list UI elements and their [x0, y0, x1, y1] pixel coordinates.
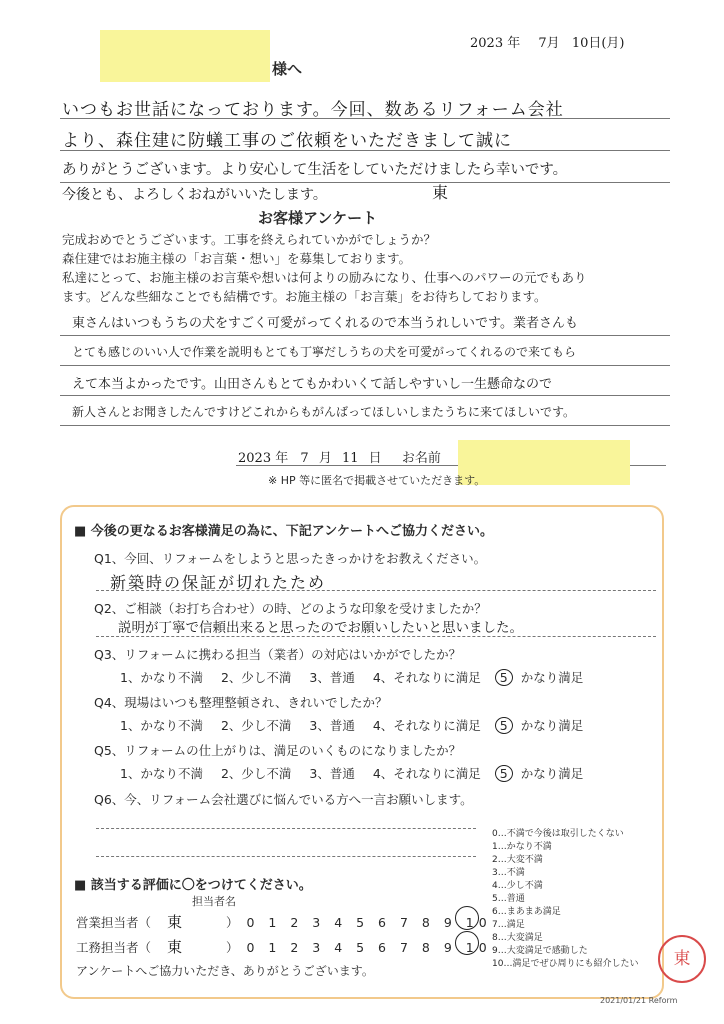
q4-options: [120, 716, 583, 734]
works-name: 東: [167, 938, 183, 956]
date-month: 7月: [538, 36, 560, 51]
q3-opt-4[interactable]: 4、それなりに満足: [372, 670, 481, 685]
recipient-name-redaction: [100, 30, 270, 82]
name-label: お名前: [401, 451, 441, 466]
q2-answer: 説明が丁寧で信頼出来ると思ったのでお願いしたいと思いました。: [118, 620, 523, 636]
works-label: 工務担当者（: [76, 940, 152, 955]
q3-options: [120, 668, 583, 686]
comment-rule: [60, 395, 670, 396]
q3-text: Q3、リフォームに携わる担当（業者）の対応はいかがでしたか？: [94, 647, 462, 662]
sign-date: [238, 447, 441, 466]
works-row: [76, 936, 492, 957]
intro-line: 完成おめでとうございます。工事を終えられていかがでしょうか？: [62, 232, 437, 247]
comment-rule: [60, 335, 670, 336]
legend-item: 5…普通: [492, 894, 525, 904]
q1-answer: 新築時の保証が切れたため: [110, 573, 327, 592]
letter-line-1: いつもお世話になっております。今回、数あるリフォーム会社: [62, 100, 564, 120]
letter-line-4: 今後とも、よろしくおねがいいたします。: [62, 187, 327, 203]
letter-signature: 東: [432, 183, 449, 202]
q3-opt-1[interactable]: 1、かなり不満: [120, 670, 203, 685]
q4-opt-4[interactable]: 4、それなりに満足: [372, 718, 481, 733]
legend-item: 6…まあまあ満足: [492, 907, 561, 917]
survey-title: お客様アンケート: [258, 209, 378, 227]
comment-line-3: えて本当よかったです。山田さんもとてもかわいくて話しやすいし一生懸命なので: [72, 377, 552, 392]
q2-text: Q2、ご相談（お打ち合わせ）の時、どのような印象を受けましたか？: [94, 601, 487, 616]
q6-rule[interactable]: [96, 856, 476, 857]
sign-day-unit: 日: [368, 451, 382, 466]
works-close: ）: [226, 940, 239, 955]
q1-text: Q1、今回、リフォームをしようと思ったきっかけをお教えください。: [94, 551, 487, 566]
q2-rule: [96, 636, 656, 637]
q5-opt-3[interactable]: 3、普通: [309, 766, 355, 781]
legend-item: 10…満足でぜひ周りにも紹介したい: [492, 959, 639, 969]
sign-year-unit: 年: [275, 451, 289, 466]
comment-line-1: 東さんはいつもうちの犬をすごく可愛がってくれるので本当うれしいです。業者さんも: [72, 316, 578, 331]
q1-rule: [96, 590, 656, 591]
sales-score-circle: [455, 906, 479, 930]
seal-stamp: 東: [658, 935, 706, 983]
q4-opt-2[interactable]: 2、少し不満: [220, 718, 292, 733]
sales-row: [76, 911, 492, 932]
questionnaire-header: ■ 今後の更なるお客様満足の為に、下記アンケートへご協力ください。: [74, 524, 494, 539]
q3-opt-2[interactable]: 2、少し不満: [220, 670, 292, 685]
intro-line: 森住建ではお施主様の「お言葉・想い」を募集しております。: [62, 251, 412, 266]
staff-label: 担当者名: [192, 895, 236, 908]
q4-text: Q4、現場はいつも整理整頓され、きれいでしたか？: [94, 695, 388, 710]
sales-label: 営業担当者（: [76, 915, 152, 930]
score-legend: [492, 828, 638, 971]
rating-header: ■ 該当する評価に〇をつけてください。: [74, 878, 312, 893]
legend-item: 7…満足: [492, 920, 525, 930]
legend-item: 8…大変満足: [492, 933, 543, 943]
works-score-circle: [455, 931, 479, 955]
comment-rule: [60, 365, 670, 366]
q3-opt-3[interactable]: 3、普通: [309, 670, 355, 685]
letter-line-2: より、森住建に防蟻工事のご依頼をいただきまして誠に: [62, 131, 512, 151]
comment-line-2: とても感じのいい人で作業を説明もとても丁寧だしうちの犬を可愛がってくれるので来てもら: [72, 345, 577, 359]
legend-item: 1…かなり不満: [492, 842, 552, 852]
legend-item: 0…不満で今後は取引したくない: [492, 829, 624, 839]
q5-text: Q5、リフォームの仕上がりは、満足のいくものになりましたか？: [94, 743, 462, 758]
q6-text: Q6、今、リフォーム会社選びに悩んでいる方へ一言お願いします。: [94, 792, 473, 807]
legend-item: 3…不満: [492, 868, 525, 878]
letter-line-3: ありがとうございます。より安心して生活をしていただけましたら幸いです。: [62, 162, 568, 178]
intro-line: 私達にとって、お施主様のお言葉や想いは何よりの励みになり、仕事へのパワーの元でもあり: [62, 270, 587, 285]
q4-opt-3[interactable]: 3、普通: [309, 718, 355, 733]
legend-item: 2…大変不満: [492, 855, 543, 865]
q5-opt-2[interactable]: 2、少し不満: [220, 766, 292, 781]
q5-opt-1[interactable]: 1、かなり不満: [120, 766, 203, 781]
q5-opt-5-selected[interactable]: 5: [495, 765, 513, 782]
survey-intro: [62, 230, 587, 306]
legend-item: 4…少し不満: [492, 881, 543, 891]
date-day: 10日(月): [571, 36, 625, 51]
q3-opt-5-selected[interactable]: 5: [495, 669, 513, 686]
sign-day: 11: [341, 451, 359, 466]
hp-note: ※ HP 等に匿名で掲載させていただきます。: [268, 474, 486, 487]
date-year-unit: 年: [507, 36, 521, 51]
doc-code: 2021/01/21 Reform: [600, 996, 678, 1005]
sales-scale[interactable]: 0 1 2 3 4 5 6 7 8 9 10: [246, 915, 492, 930]
sales-name: 東: [167, 913, 183, 931]
sales-close: ）: [226, 915, 239, 930]
works-scale[interactable]: 0 1 2 3 4 5 6 7 8 9 10: [246, 940, 492, 955]
sign-month-unit: 月: [318, 451, 332, 466]
letter-rule: [60, 182, 670, 183]
intro-line: ます。どんな些細なことでも結構です。お施主様の「お言葉」をお待ちしております。: [62, 289, 547, 304]
thanks-text: アンケートへご協力いただき、ありがとうございます。: [76, 964, 374, 978]
comment-line-4: 新人さんとお聞きしたんですけどこれからもがんばってほしいしまたうちに来てほしいです。: [72, 405, 576, 419]
q5-opt-5-label: かなり満足: [520, 766, 584, 781]
sign-year: 2023: [238, 451, 272, 466]
sign-month: 7: [300, 451, 309, 466]
comment-rule: [60, 425, 670, 426]
q6-rule[interactable]: [96, 828, 476, 829]
q5-opt-4[interactable]: 4、それなりに満足: [372, 766, 481, 781]
salutation: 様へ: [272, 60, 303, 78]
header-date: [470, 32, 625, 51]
q4-opt-5-selected[interactable]: 5: [495, 717, 513, 734]
q4-opt-5-label: かなり満足: [520, 718, 584, 733]
legend-item: 9…大変満足で感動した: [492, 946, 588, 956]
q3-opt-5-label: かなり満足: [520, 670, 584, 685]
q4-opt-1[interactable]: 1、かなり不満: [120, 718, 203, 733]
date-year: 2023: [470, 36, 504, 51]
q5-options: [120, 764, 583, 782]
